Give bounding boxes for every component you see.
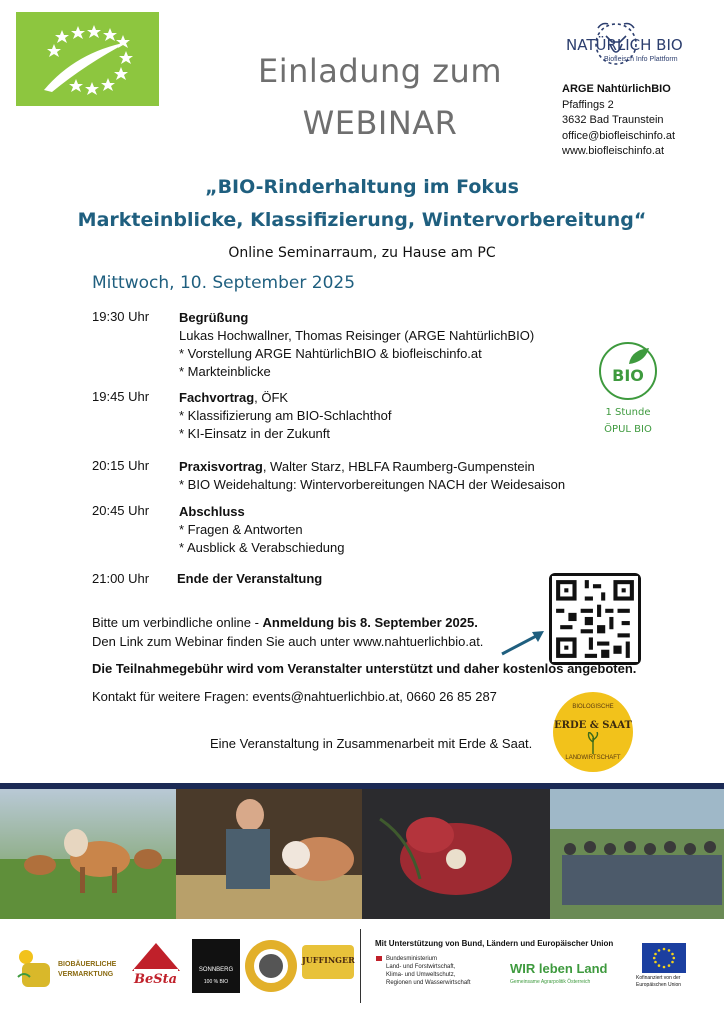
sonnberg-name: SONNBERG	[198, 967, 234, 973]
agenda-time-3: 20:15 Uhr	[92, 458, 150, 473]
wir-leben-land-sub: Gemeinsame Agrarpolitik Österreich	[510, 979, 591, 985]
bio-note-1: 1 Stunde	[605, 407, 651, 418]
ministry-line: Klima- und Umweltschutz,	[386, 972, 456, 978]
footer-divider	[360, 929, 361, 1003]
event-date: Mittwoch, 10. September 2025	[92, 273, 356, 293]
photo-strip-image	[0, 789, 724, 919]
agenda-title-4: Abschluss	[179, 504, 245, 519]
sponsor-footer	[0, 925, 724, 1023]
registration-deadline: Anmeldung bis 8. September 2025.	[262, 615, 478, 630]
eu-organic-logo	[16, 12, 159, 106]
austria-flag-icon	[376, 956, 382, 961]
address-block	[562, 82, 675, 160]
agenda-title-3: Praxisvortrag	[179, 459, 263, 474]
arrow-icon	[500, 628, 548, 656]
qr-code-icon	[552, 576, 638, 662]
sprout-icon	[587, 732, 599, 754]
registration-line-2: Den Link zum Webinar finden Sie auch unter www.nahtuerlichbio.at.	[92, 634, 484, 649]
logo-tagline: Biofleisch Info Plattform	[604, 56, 678, 63]
venue: Online Seminarraum, zu Hause am PC	[228, 245, 496, 261]
erde-saat-logo	[553, 692, 633, 772]
biobaeuerliche-line2: VERMARKTUNG	[58, 971, 114, 978]
qr-code[interactable]	[549, 573, 641, 665]
title-line-1: Einladung zum	[258, 52, 502, 90]
agenda-line: * BIO Weidehaltung: Wintervorbereitungen NACH der Weidesaison	[179, 477, 566, 492]
contact-line: Kontakt für weitere Fragen: events@nahtuerlichbio.at, 0660 26 85 287	[92, 689, 497, 704]
agenda-line: Lukas Hochwallner, Thomas Reisinger (ARGE NahtürlichBIO)	[179, 328, 535, 343]
logo-text: NATÜRLICH BIO	[566, 36, 683, 54]
eu-flag-icon	[642, 943, 686, 973]
agenda-line: * Ausblick & Verabschiedung	[179, 540, 345, 555]
headline-line-2: Markteinblicke, Klassifizierung, Wintervorbereitung“	[77, 209, 647, 231]
ministry-line: Regionen und Wasserwirtschaft	[386, 980, 471, 986]
ministry-line: Bundesministerium	[386, 956, 438, 962]
agenda-time-1: 19:30 Uhr	[92, 309, 150, 324]
website-link[interactable]: www.biofleischinfo.at	[562, 145, 665, 158]
support-title: Mit Unterstützung von Bund, Ländern und Europäischer Union	[375, 939, 614, 948]
agenda-title-2: Fachvortrag	[179, 390, 255, 405]
eu-line2: Europäischen Union	[636, 982, 682, 988]
registration-prefix: Bitte um verbindliche online -	[92, 615, 263, 630]
sonnberg-logo	[192, 939, 240, 993]
besta-name: BeSta	[134, 972, 178, 987]
agenda-line: * Klassifizierung am BIO-Schlachthof	[179, 408, 392, 423]
erde-saat-bottom: LANDWIRTSCHAFT	[565, 755, 621, 761]
nahtuerlichbio-logo	[560, 16, 710, 76]
title-line-2: WEBINAR	[302, 104, 458, 142]
city: 3632 Bad Traunstein	[562, 114, 664, 127]
agenda-time-5: 21:00 Uhr	[92, 571, 150, 586]
gold-seal-icon	[244, 939, 298, 993]
agenda-title-5: Ende der Veranstaltung	[177, 571, 323, 586]
agenda-item-2	[179, 389, 391, 443]
bio-badge-label: BIO	[612, 366, 644, 385]
agenda-time-4: 20:45 Uhr	[92, 503, 150, 518]
eu-line1: Kofinanziert von der	[636, 975, 681, 981]
sonnberg-sub: 100 % BIO	[203, 979, 229, 985]
photo-strip	[0, 789, 724, 919]
registration-line-1	[92, 615, 478, 630]
agenda-title-rest-2: , ÖFK	[254, 390, 289, 405]
bio-badge	[599, 342, 657, 400]
wir-leben-land: WIR leben Land	[510, 961, 608, 976]
agenda-title-1: Begrüßung	[179, 310, 249, 325]
agenda-line: * KI-Einsatz in der Zukunft	[179, 426, 331, 441]
agenda-line: * Vorstellung ARGE NahtürlichBIO & biofleischinfo.at	[179, 346, 482, 361]
street: Pfaffings 2	[562, 98, 614, 111]
leaf-icon	[627, 346, 651, 366]
headline-line-1: „BIO-Rinderhaltung im Fokus	[205, 176, 519, 198]
cooperation-line: Eine Veranstaltung in Zusammenarbeit mit Erde & Saat.	[210, 736, 533, 751]
biobaeuerliche-line1: BIOBÄUERLICHE	[58, 961, 117, 968]
agenda-time-2: 19:45 Uhr	[92, 389, 150, 404]
agenda-line: * Fragen & Antworten	[179, 522, 303, 537]
fee-note: Die Teilnahmegebühr wird vom Veranstalter unterstützt und daher kostenlos angeboten.	[92, 661, 637, 676]
agenda-title-rest-3: , Walter Starz, HBLFA Raumberg-Gumpenstein	[262, 459, 535, 474]
juffinger-logo	[302, 945, 354, 979]
agenda-item-1	[179, 309, 534, 381]
erde-saat-top: BIOLOGISCHE	[572, 704, 614, 710]
juffinger-name: JUFFINGER	[302, 955, 355, 965]
biobaeuerliche-logo-icon	[14, 947, 54, 989]
bio-note-2: ÖPUL BIO	[604, 424, 652, 435]
agenda-item-4	[179, 503, 345, 557]
eu-leaf-stars-icon	[16, 12, 159, 106]
org-name: ARGE NahtürlichBIO	[562, 83, 671, 95]
agenda-line: * Markteinblicke	[179, 364, 271, 379]
ministry-line: Land- und Forstwirtschaft,	[386, 964, 456, 970]
ministry-block	[386, 955, 470, 987]
email-link[interactable]: office@biofleischinfo.at	[562, 129, 676, 142]
erde-saat-name: ERDE & SAAT	[554, 720, 632, 731]
agenda-item-3	[179, 458, 565, 494]
